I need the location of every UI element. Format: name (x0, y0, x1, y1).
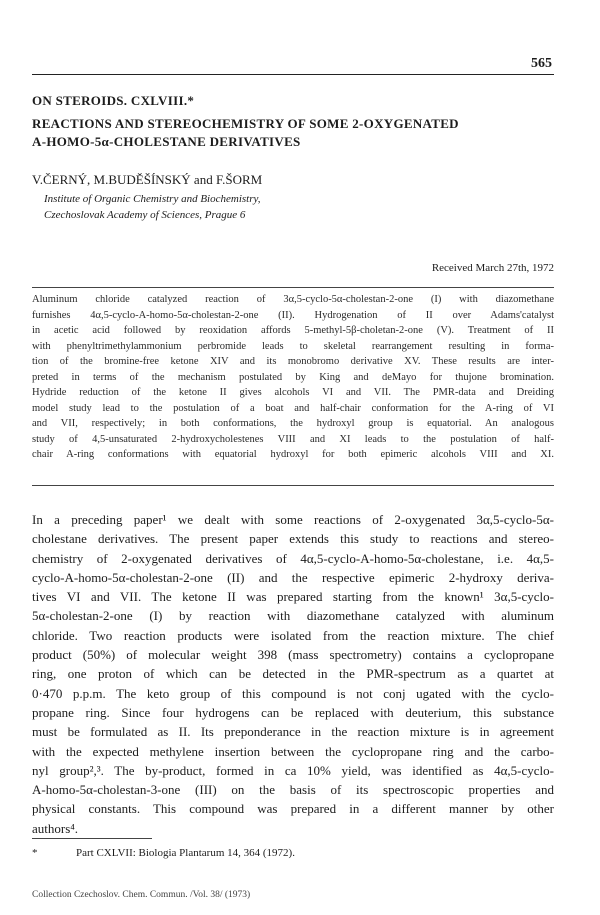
received-date: Received March 27th, 1972 (431, 262, 554, 274)
abstract-rule-top (32, 287, 554, 288)
footnote-text: Part CXLVII: Biologia Plantarum 14, 364 (1972). (76, 847, 295, 859)
abstract-rule-bottom (32, 485, 554, 486)
body-line: nyl group²,³. The by-product, formed in ca 10% yield, was identified as 4α,5-cyclo- (32, 762, 554, 778)
authors: V.ČERNÝ, M.BUDĚŠÍNSKÝ and F.ŠORM (32, 172, 263, 187)
body-line: ring, one proton of which can be detected in the PMR-spectrum as a quartet at (32, 666, 554, 682)
abstract-line: in acetic acid followed by reoxidation affords 5-methyl-5β-choletan-2-one (V). Treatment of II (32, 325, 554, 336)
body-line: must be formulated as II. Its preponderance in the reaction mixture is in agreement (32, 724, 554, 740)
title-line: REACTIONS AND STEREOCHEMISTRY OF SOME 2-OXYGENATED (32, 116, 459, 131)
footnote-rule (32, 838, 152, 839)
page-number: 565 (531, 56, 552, 71)
affiliation (44, 191, 261, 223)
body-line: tives VI and VII. The ketone II was prepared starting from the known¹ 3α,5-cyclo- (32, 589, 554, 605)
footnote-mark: * (32, 847, 38, 859)
abstract-line: tion of the bromine-free ketone XIV and its monobromo derivative XV. These results are inter- (32, 356, 554, 367)
header-rule (32, 74, 554, 75)
body-text (32, 510, 554, 838)
title-line: A-HOMO-5α-CHOLESTANE DERIVATIVES (32, 134, 301, 149)
body-line: 0·470 p.p.m. The keto group of this compound is not conj ugated with the cyclo- (32, 685, 554, 701)
abstract-line: model study lead to the postulation of a boat and half-chair conformation for the A-ring of VI (32, 402, 554, 414)
abstract-line: and VII, respectively; in both conformations, the hydroxyl group is equatorial. An analogous (32, 418, 554, 429)
series-title: ON STEROIDS. CXLVIII.* (32, 93, 195, 108)
abstract (32, 292, 554, 463)
body-line: propane ring. Since four hydrogens can be replaced with deuterium, this substance (32, 704, 554, 720)
abstract-line: study of 4,5-unsaturated 2-hydroxycholestenes VIII and XI leads to the postulation of half- (32, 433, 554, 445)
abstract-line: chair A-ring conformations with equatorial hydroxyl for both epimeric alcohols VIII and XI. (32, 449, 554, 460)
affiliation-line: Institute of Organic Chemistry and Biochemistry, (44, 193, 261, 205)
body-line: physical constants. This compound was prepared in a different manner by other (32, 801, 554, 817)
abstract-line: preted in terms of the mechanism postulated by King and deMayo for thujone bromination. (32, 371, 554, 383)
abstract-line: with phenyltrimethylammonium perbromide leads to skeletal rearrangement resulting in forma- (32, 340, 554, 352)
body-line: chemistry of 2-oxygenated derivatives of 4α,5-cyclo-A-homo-5α-cholestane, i.e. 4α,5- (32, 550, 554, 566)
abstract-line: furnishes 4α,5-cyclo-A-homo-5α-cholestan-2-one (II). Hydrogenation of II over Adams'catalyst (32, 309, 554, 321)
body-line: product (50%) of molecular weight 398 (mass spectrometry) contains a cyclopropane (32, 647, 554, 663)
body-line: A-homo-5α-cholestan-3-one (III) on the basis of its spectroscopic properties and (32, 782, 554, 798)
body-line: 5α-cholestan-2-one (I) by reaction with diazomethane catalyzed with aluminum (32, 608, 554, 624)
body-line: authors⁴. (32, 820, 79, 836)
abstract-line: Aluminum chloride catalyzed reaction of 3α,5-cyclo-5α-cholestan-2-one (I) with diazomethane (32, 294, 554, 305)
affiliation-line: Czechoslovak Academy of Sciences, Prague 6 (44, 209, 246, 221)
abstract-line: Hydride reduction of the ketone II gives alcohols VI and VII. The PMR-data and Dreiding (32, 387, 554, 398)
journal-footer: Collection Czechoslov. Chem. Commun. /Vol. 38/ (1973) (32, 890, 251, 900)
body-line: In a preceding paper¹ we dealt with some reactions of 2-oxygenated 3α,5-cyclo-5α- (32, 512, 554, 527)
body-line: cholestane derivatives. The present paper extends this study to reactions and stereo- (32, 531, 554, 547)
article-title (32, 115, 552, 151)
body-line: cyclo-A-homo-5α-cholestan-2-one (II) and the respective epimeric 2-hydroxy deriva- (32, 569, 554, 585)
footnote (32, 847, 295, 859)
body-line: chloride. Two reaction products were isolated from the reaction mixture. The chief (32, 627, 554, 643)
body-line: with the expected methylene insertion between the cyclopropane ring and the carbo- (32, 743, 554, 759)
